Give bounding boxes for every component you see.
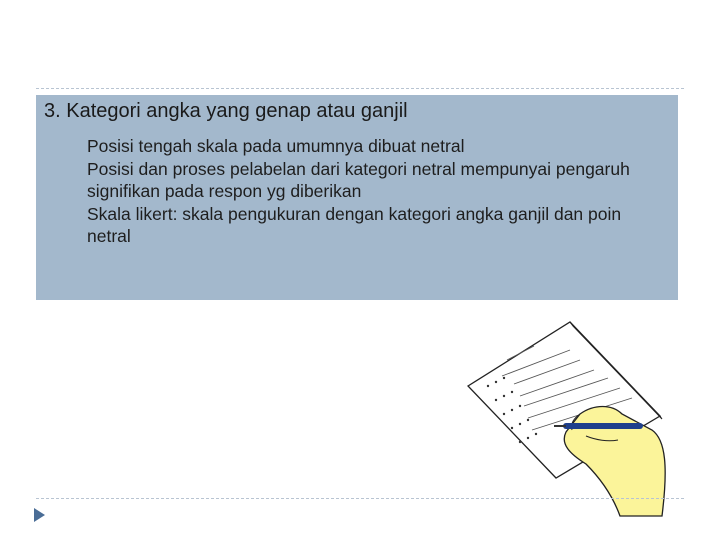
triangle-right-icon[interactable] xyxy=(34,508,45,522)
hand-filling-survey-icon xyxy=(462,318,672,518)
bullet-item: Posisi tengah skala pada umumnya dibuat netral xyxy=(87,136,465,156)
bullet-item: Skala likert: skala pengukuran dengan kategori angka ganjil dan poin netral xyxy=(87,203,622,246)
content-box xyxy=(36,95,678,300)
bullet-list xyxy=(87,135,667,248)
top-divider xyxy=(36,88,684,89)
bottom-divider xyxy=(36,498,684,499)
bullet-item: Posisi dan proses pelabelan dari kategori netral mempunyai pengaruh signifikan pada respon yg diberikan xyxy=(87,158,630,201)
slide-heading: 3. Kategori angka yang genap atau ganjil xyxy=(44,100,408,122)
